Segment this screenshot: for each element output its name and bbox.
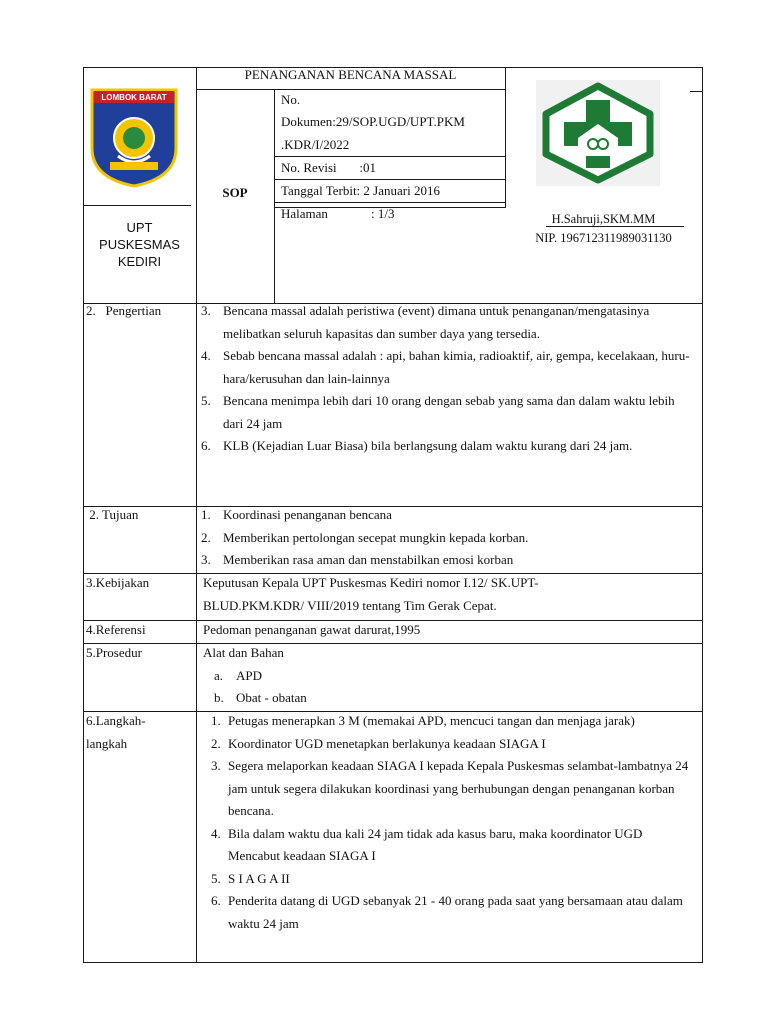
- list-item: [201, 504, 691, 527]
- signer-name: H.Sahruji,SKM.MM: [551, 212, 656, 226]
- row-content-prosedur: [203, 642, 683, 710]
- row-label-pengertian: 2. Pengertian: [86, 303, 162, 318]
- list-text: Bencana menimpa lebih dari 10 orang dengan sebab yang sama dan dalam waktu lebih dari 24 jam: [223, 393, 675, 431]
- doc-halaman-value: : 1/3: [371, 206, 395, 221]
- doc-tanggal: Tanggal Terbit: 2 Januari 2016: [281, 183, 440, 198]
- list-text: Segera melaporkan keadaan SIAGA I kepada Kepala Puskesmas selambat-lambatnya 24 jam untuk segera dilakukan koordinasi yang berhubungan dengan penanganan korban bencana.: [228, 758, 689, 818]
- regional-logo: [88, 86, 180, 188]
- regional-emblem-icon: [88, 86, 180, 188]
- header-tick: [690, 91, 702, 92]
- list-number: 3.: [201, 303, 211, 318]
- list-text: Koordinator UGD menetapkan berlakunya keadaan SIAGA I: [228, 735, 546, 751]
- list-number: a.: [214, 667, 224, 683]
- list-item: [201, 390, 691, 435]
- list-text: Koordinasi penanganan bencana: [223, 507, 392, 522]
- header-halaman-line: [274, 202, 506, 203]
- doc-no-line1: No.: [281, 92, 301, 107]
- list-item: [211, 710, 691, 733]
- list-text: Obat - obatan: [236, 690, 307, 705]
- row-label-kebijakan: 3.Kebijakan: [86, 575, 150, 590]
- logo-cell-divider: [83, 205, 191, 206]
- list-text: Memberikan rasa aman dan menstabilkan emosi korban: [223, 552, 514, 567]
- list-number: 5.: [211, 870, 221, 886]
- list-text: APD: [236, 667, 263, 683]
- doc-halaman-label: Halaman: [281, 206, 328, 221]
- list-number: 2.: [201, 529, 211, 545]
- logo-region-text: LOMBOK BARAT: [101, 93, 167, 102]
- org-line2: PUSKESMAS: [99, 237, 180, 252]
- table-border-left: [83, 67, 84, 962]
- signer-nip: NIP. 196712311989031130: [535, 231, 672, 245]
- row-label-referensi: 4.Referensi: [86, 622, 146, 637]
- puskesmas-cross-icon: [536, 80, 660, 186]
- row-label-tujuan: 2. Tujuan: [86, 507, 139, 522]
- list-number: 2.: [211, 735, 221, 751]
- list-number: 4.: [211, 825, 221, 841]
- list-number: 3.: [201, 552, 211, 567]
- row-label-prosedur: 5.Prosedur: [86, 645, 142, 660]
- table-border-bottom: [83, 962, 703, 963]
- list-text: Bencana massal adalah peristiwa (event) dimana untuk penanganan/mengatasinya melibatkan seluruh kapasitas dan sumber daya yang tersedia.: [223, 303, 650, 341]
- list-item: [201, 527, 691, 550]
- list-item: [214, 687, 683, 710]
- list-number: 4.: [201, 348, 211, 363]
- list-text: S I A G A II: [228, 870, 290, 886]
- list-item: [211, 868, 691, 891]
- page-title: PENANGANAN BENCANA MASSAL: [244, 67, 457, 82]
- prosedur-heading: Alat dan Bahan: [203, 645, 284, 660]
- org-line1: UPT: [126, 220, 153, 235]
- puskesmas-logo: [536, 80, 660, 186]
- row-content-referensi: Pedoman penanganan gawat darurat,1995: [203, 622, 421, 637]
- list-number: 1.: [201, 507, 211, 522]
- list-item: [201, 435, 691, 458]
- list-text: Penderita datang di UGD sebanyak 21 - 40 orang pada saat yang bersamaan atau dalam waktu 24 jam: [228, 893, 683, 931]
- row-content-langkah: [211, 710, 691, 935]
- list-item: [201, 549, 691, 572]
- header-tanggal-line: [274, 179, 506, 180]
- list-number: 1.: [211, 713, 221, 728]
- list-text: Memberikan pertolongan secepat mungkin kepada korban.: [223, 529, 529, 545]
- list-item: [211, 823, 691, 868]
- header-vline-2: [274, 89, 275, 303]
- list-number: b.: [214, 690, 224, 705]
- list-number: 6.: [201, 438, 211, 453]
- list-text: KLB (Kejadian Luar Biasa) bila berlangsung dalam waktu kurang dari 24 jam.: [223, 438, 633, 453]
- list-text: Sebab bencana massal adalah : api, bahan kimia, radioaktif, air, gempa, kecelakaan, huru-hara/kerusuhan dan lain-lainnya: [223, 348, 690, 386]
- row-label-langkah-line2: langkah: [86, 736, 128, 751]
- doc-no-line3: .KDR/I/2022: [281, 137, 350, 152]
- list-item: [214, 665, 683, 688]
- header-vline-3: [505, 67, 506, 207]
- row-content-kebijakan: Keputusan Kepala UPT Puskesmas Kediri nomor I.12/ SK.UPT-BLUD.PKM.KDR/ VIII/2019 tentang Tim Gerak Cepat.: [203, 575, 539, 613]
- row-content-pengertian: [201, 300, 691, 458]
- header-title-underline: [196, 89, 506, 90]
- list-number: 3.: [211, 758, 221, 773]
- list-text: Petugas menerapkan 3 M (memakai APD, mencuci tangan dan menjaga jarak): [228, 713, 635, 728]
- sop-label: SOP: [222, 185, 248, 200]
- list-item: [211, 890, 691, 935]
- list-item: [201, 300, 691, 345]
- doc-revisi: No. Revisi :01: [281, 160, 376, 175]
- list-item: [211, 733, 691, 756]
- doc-no-line2: Dokumen:29/SOP.UGD/UPT.PKM: [281, 114, 465, 129]
- row-label-langkah-line1: 6.Langkah-: [86, 713, 146, 728]
- list-number: 5.: [201, 393, 211, 408]
- header-revisi-line: [274, 156, 506, 157]
- list-text: Bila dalam waktu dua kali 24 jam tidak ada kasus baru, maka koordinator UGD Mencabut keadaan SIAGA I: [228, 825, 643, 863]
- org-line3: KEDIRI: [117, 254, 162, 269]
- list-number: 6.: [211, 893, 221, 908]
- body-col-divider: [196, 303, 197, 962]
- list-item: [201, 345, 691, 390]
- row-content-tujuan: [201, 504, 691, 572]
- list-item: [211, 755, 691, 823]
- table-border-right: [702, 67, 703, 962]
